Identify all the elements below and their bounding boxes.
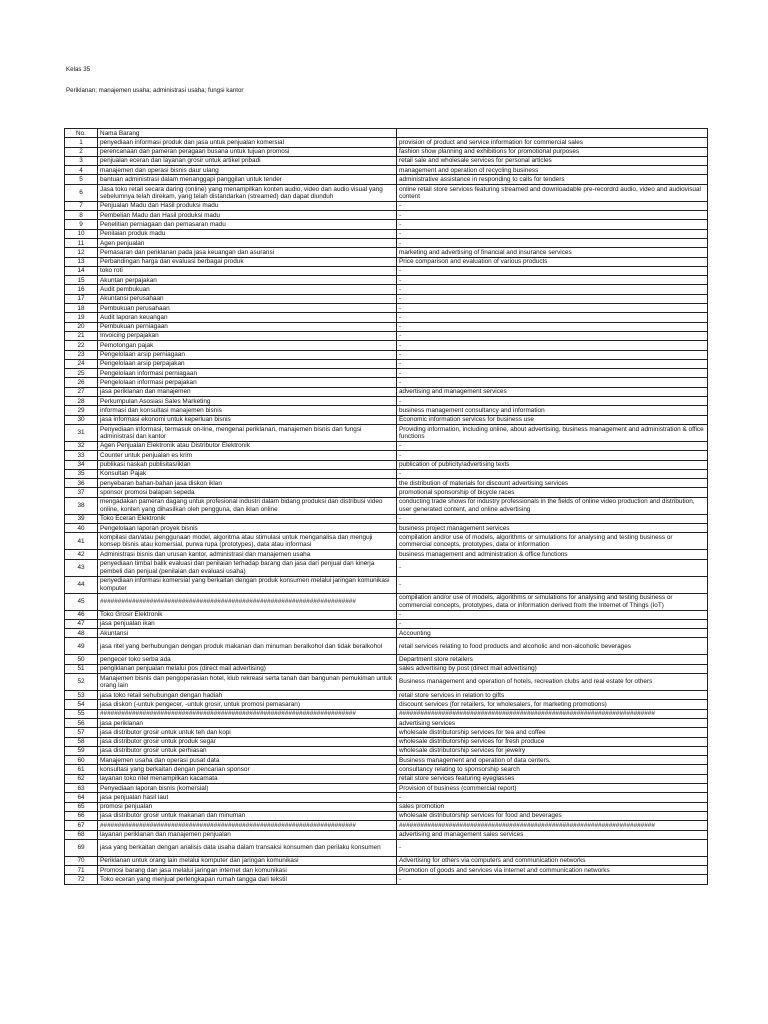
row-name-id: sponsor promosi balapan sepeda — [98, 488, 397, 497]
row-name-en: - — [397, 369, 708, 378]
row-number: 35 — [65, 469, 98, 478]
row-name-en: - — [397, 201, 708, 210]
row-number: 14 — [65, 266, 98, 275]
row-number: 25 — [65, 369, 98, 378]
table-row — [65, 619, 708, 628]
row-name-en: retail store services in relation to gifts — [397, 691, 708, 700]
row-name-id: mengadakan pameran dagang untuk profesional industri dalam bidang produksi dan distribusi video online, konten yang dihasilkan oleh pengguna, dan iklan online — [98, 497, 397, 514]
row-number: 23 — [65, 350, 98, 359]
table-row — [65, 514, 708, 523]
goods-services-table — [64, 128, 708, 885]
row-name-id: Pengelolaan informasi perniagaan — [98, 369, 397, 378]
row-name-en: compilation and/or use of models, algorithms or simulations for analysing and testing business or commercial concepts, prototypes, data or information derived from the Internet of Things (IoT) — [397, 593, 708, 610]
row-name-en: - — [397, 276, 708, 285]
row-name-id: jasa informasi ekonomi untuk keperluan bisnis — [98, 415, 397, 424]
table-row — [65, 875, 708, 884]
row-number: 29 — [65, 406, 98, 415]
table-row — [65, 156, 708, 165]
row-name-id: penyebaran bahan-bahan jasa diskon iklan — [98, 479, 397, 488]
table-row — [65, 856, 708, 865]
row-name-en: - — [397, 266, 708, 275]
row-name-en: - — [397, 451, 708, 460]
table-row — [65, 451, 708, 460]
row-name-en: Price comparison and evaluation of various products — [397, 257, 708, 266]
row-name-id: Akuntan perpajakan — [98, 276, 397, 285]
row-number: 19 — [65, 313, 98, 322]
row-name-en: business management consultancy and information — [397, 406, 708, 415]
row-name-en: Provision of business (commercial report) — [397, 784, 708, 793]
row-name-id: jasa distributor grosir untuk untuk teh dan kopi — [98, 728, 397, 737]
row-name-id: informasi dan konsultasi manajemen bisnis — [98, 406, 397, 415]
row-name-en: - — [397, 378, 708, 387]
table-row — [65, 793, 708, 802]
row-name-id: layanan periklanan dan manajemen penjualan — [98, 830, 397, 839]
row-name-en: provision of product and service information for commercial sales — [397, 138, 708, 147]
row-name-en: - — [397, 514, 708, 523]
row-number: 47 — [65, 619, 98, 628]
table-row — [65, 559, 708, 576]
row-number: 5 — [65, 175, 98, 184]
row-name-id: Audit pembukuan — [98, 285, 397, 294]
row-name-id: Penilaian produk madu — [98, 229, 397, 238]
row-name-en: management and operation of recycling business — [397, 166, 708, 175]
row-number: 2 — [65, 147, 98, 156]
table-row — [65, 709, 708, 718]
row-name-en: promotional sponsorship of bicycle races — [397, 488, 708, 497]
row-name-id: manajemen dan operasi bisnis daur ulang — [98, 166, 397, 175]
table-row — [65, 469, 708, 478]
table-row — [65, 691, 708, 700]
row-name-en: - — [397, 397, 708, 406]
table-row — [65, 424, 708, 441]
row-number: 39 — [65, 514, 98, 523]
row-name-id: jasa periklanan dan manajemen — [98, 387, 397, 396]
table-row — [65, 276, 708, 285]
row-number: 67 — [65, 821, 98, 830]
row-name-id: jasa penjualan hasil laut — [98, 793, 397, 802]
table-row — [65, 533, 708, 550]
table-row — [65, 229, 708, 238]
row-name-en: advertising services — [397, 718, 708, 727]
row-number: 42 — [65, 550, 98, 559]
row-name-en: - — [397, 341, 708, 350]
row-name-en: the distribution of materials for discount advertising services — [397, 479, 708, 488]
row-number: 59 — [65, 746, 98, 755]
row-name-id: Toko eceran yang menjual perlengkapan rumah tangga dari tekstil — [98, 875, 397, 884]
row-name-en: - — [397, 469, 708, 478]
row-name-id: Toko Grosir Elektronik — [98, 610, 397, 619]
row-name-id: jasa periklanan — [98, 718, 397, 727]
row-name-id: Agen penjualan — [98, 238, 397, 247]
row-name-id: kompilasi dan/atau penggunaan model, algoritma atau stimulasi untuk menganalisa dan menguji konsep bisnis atau komersial, purwa rupa (prototypes), data atau informasi — [98, 533, 397, 550]
row-number: 26 — [65, 378, 98, 387]
row-name-en: - — [397, 619, 708, 628]
table-row — [65, 550, 708, 559]
row-name-id: perencanaan dan pameran peragaan busana untuk tujuan promosi — [98, 147, 397, 156]
table-row — [65, 488, 708, 497]
table-row — [65, 774, 708, 783]
table-row — [65, 138, 708, 147]
row-number: 10 — [65, 229, 98, 238]
row-name-en: online retail store services featuring streamed and downloadable pre-recordrd audio, video and audiovisual content — [397, 184, 708, 201]
table-row — [65, 266, 708, 275]
table-row — [65, 700, 708, 709]
row-number: 4 — [65, 166, 98, 175]
row-name-id: Penjualan Madu dan Hasil produksi madu — [98, 201, 397, 210]
row-name-id: Manajemen bisnis dan pengoperasian hotel, klub rekreasi serta tanah dan bangunan pemukiman untuk orang lain — [98, 674, 397, 691]
row-name-en: - — [397, 304, 708, 313]
row-number: 50 — [65, 655, 98, 664]
row-name-id: Pengelolaan arsip perniagaan — [98, 350, 397, 359]
row-name-en: advertising and management sales services — [397, 830, 708, 839]
row-name-id: Konsultan Pajak — [98, 469, 397, 478]
table-row — [65, 593, 708, 610]
row-name-id: penjualan eceran dan layanan grosir untuk artikel pribadi — [98, 156, 397, 165]
row-number: 18 — [65, 304, 98, 313]
table-row — [65, 756, 708, 765]
table-row — [65, 359, 708, 368]
row-name-id: Perkumpulan Asosiasi Sales Marketing — [98, 397, 397, 406]
table-row — [65, 441, 708, 450]
row-number: 43 — [65, 559, 98, 576]
table-row — [65, 610, 708, 619]
row-name-en: - — [397, 229, 708, 238]
row-name-en: wholesale distributorship services for food and beverages — [397, 811, 708, 820]
row-number: 55 — [65, 709, 98, 718]
row-number: 21 — [65, 331, 98, 340]
table-row — [65, 674, 708, 691]
table-row — [65, 839, 708, 856]
table-row — [65, 784, 708, 793]
row-name-en: business management and administration & office functions — [397, 550, 708, 559]
row-name-id: Toko Eceran Elektronik — [98, 514, 397, 523]
row-number: 53 — [65, 691, 98, 700]
row-name-en: - — [397, 313, 708, 322]
table-row — [65, 201, 708, 210]
row-name-en: - — [397, 322, 708, 331]
row-number: 7 — [65, 201, 98, 210]
row-name-en: Department store retailers — [397, 655, 708, 664]
row-name-en: Providing information, including online, about advertising, business management and administration & office functions — [397, 424, 708, 441]
table-row — [65, 802, 708, 811]
row-name-en: business project management services — [397, 523, 708, 532]
row-name-id: jasa diskon (-untuk pengecer, -untuk grosir, untuk promosi pemasaran) — [98, 700, 397, 709]
row-number: 12 — [65, 248, 98, 257]
table-row — [65, 728, 708, 737]
col-no-header: No. — [65, 129, 98, 138]
table-row — [65, 866, 708, 875]
row-name-en: - — [397, 610, 708, 619]
row-name-en: wholesale distributorship services for jewelry — [397, 746, 708, 755]
row-number: 31 — [65, 424, 98, 441]
row-name-id: penyediaan informasi produk dan jasa untuk penjualan komersial — [98, 138, 397, 147]
row-name-id: layanan toko ritel menampilkan kacamata — [98, 774, 397, 783]
row-name-id: promosi penjualan — [98, 802, 397, 811]
row-name-en: Accounting — [397, 629, 708, 638]
table-row — [65, 460, 708, 469]
row-number: 9 — [65, 220, 98, 229]
row-name-en: conducting trade shows for industry professionals in the fields of online video production and distribution, user generated content, and online advertising — [397, 497, 708, 514]
row-name-en: retail sale and wholesale services for personal articles — [397, 156, 708, 165]
table-row — [65, 257, 708, 266]
row-name-id: Akuntansi — [98, 629, 397, 638]
row-name-en: - — [397, 220, 708, 229]
row-name-id: Invoicing perpajakan — [98, 331, 397, 340]
row-name-id: Promosi barang dan jasa melalui jaringan internet dan komunikasi — [98, 866, 397, 875]
row-number: 22 — [65, 341, 98, 350]
row-number: 33 — [65, 451, 98, 460]
row-name-id: ######################################################################## — [98, 709, 397, 718]
table-row — [65, 765, 708, 774]
row-number: 65 — [65, 802, 98, 811]
table-row — [65, 331, 708, 340]
row-name-en: retail store services featuring eyeglasses — [397, 774, 708, 783]
table-row — [65, 350, 708, 359]
table-row — [65, 220, 708, 229]
row-name-id: ######################################################################## — [98, 593, 397, 610]
row-name-id: Pengelolaan arsip perpajakan — [98, 359, 397, 368]
table-row — [65, 238, 708, 247]
row-number: 30 — [65, 415, 98, 424]
row-name-en: Business management and operation of data centers. — [397, 756, 708, 765]
row-name-id: ######################################################################## — [98, 821, 397, 830]
row-number: 40 — [65, 523, 98, 532]
row-name-id: Pemasaran dan periklanan pada jasa keuangan dan asuransi — [98, 248, 397, 257]
row-name-en: ######################################################################## — [397, 821, 708, 830]
row-name-id: Pembukuan perusahaan — [98, 304, 397, 313]
row-name-id: toko roti — [98, 266, 397, 275]
row-name-id: Audit laporan keuangan — [98, 313, 397, 322]
row-number: 52 — [65, 674, 98, 691]
table-row — [65, 737, 708, 746]
row-number: 51 — [65, 664, 98, 673]
row-number: 45 — [65, 593, 98, 610]
row-name-id: Pembelian Madu dan Hasil produksi madu — [98, 211, 397, 220]
row-name-id: Akuntansi perusahaan — [98, 294, 397, 303]
row-number: 72 — [65, 875, 98, 884]
row-name-id: jasa distributor grosir untuk produk segar — [98, 737, 397, 746]
row-name-en: - — [397, 350, 708, 359]
row-name-id: jasa ritel yang berhubungan dengan produk makanan dan minuman beralkohol dan tidak beralkohol — [98, 638, 397, 655]
row-name-id: Jasa toko retail secara daring (online) yang menampilkan konten audio, video dan audio visual yang sebelumnya telah direkam, yang telah distandarkan (streamed) dan dapat diunduh — [98, 184, 397, 201]
row-number: 44 — [65, 576, 98, 593]
row-number: 32 — [65, 441, 98, 450]
row-name-en: - — [397, 294, 708, 303]
row-number: 38 — [65, 497, 98, 514]
row-number: 63 — [65, 784, 98, 793]
row-name-id: pengiklanan penjualan melalui pos (direct mail advertising) — [98, 664, 397, 673]
table-row — [65, 406, 708, 415]
row-name-en: - — [397, 359, 708, 368]
row-number: 41 — [65, 533, 98, 550]
row-name-id: Penelitian perniagaan dan pemasaran madu — [98, 220, 397, 229]
table-row — [65, 147, 708, 156]
row-number: 58 — [65, 737, 98, 746]
table-row — [65, 497, 708, 514]
table-row — [65, 304, 708, 313]
row-name-id: Manajemen usaha dan operasi pusat data — [98, 756, 397, 765]
row-number: 28 — [65, 397, 98, 406]
row-number: 20 — [65, 322, 98, 331]
row-number: 57 — [65, 728, 98, 737]
table-row — [65, 718, 708, 727]
row-number: 24 — [65, 359, 98, 368]
table-row — [65, 397, 708, 406]
table-row — [65, 285, 708, 294]
table-row — [65, 387, 708, 396]
row-number: 70 — [65, 856, 98, 865]
row-name-en: - — [397, 331, 708, 340]
row-number: 3 — [65, 156, 98, 165]
row-number: 8 — [65, 211, 98, 220]
row-name-en: - — [397, 211, 708, 220]
row-name-en: advertising and management services — [397, 387, 708, 396]
row-number: 61 — [65, 765, 98, 774]
class-label: Kelas 35 — [66, 66, 91, 73]
row-number: 27 — [65, 387, 98, 396]
row-name-en: - — [397, 441, 708, 450]
row-name-id: Pembukuan perniagaan — [98, 322, 397, 331]
document-header — [66, 66, 243, 94]
row-name-id: publikasi naskah publisitas/iklan — [98, 460, 397, 469]
table-row — [65, 664, 708, 673]
row-name-en: consultancy relating to sponsorship search — [397, 765, 708, 774]
row-name-en: - — [397, 793, 708, 802]
row-name-en: wholesale distributorship services for tea and coffee — [397, 728, 708, 737]
row-name-id: jasa penjualan ikan — [98, 619, 397, 628]
row-number: 34 — [65, 460, 98, 469]
row-number: 11 — [65, 238, 98, 247]
table-row — [65, 821, 708, 830]
row-name-en: Advertising for others via computers and communication networks — [397, 856, 708, 865]
row-name-id: Pemotongan pajak — [98, 341, 397, 350]
table-row — [65, 248, 708, 257]
row-name-en: - — [397, 285, 708, 294]
row-number: 64 — [65, 793, 98, 802]
row-number: 48 — [65, 629, 98, 638]
row-name-id: penyediaan timbal balik evaluasi dan penilaian terhadap barang dan jasa dari penjual dan kinerja pembeli dan penjual (penilaian dan evaluasi usaha) — [98, 559, 397, 576]
row-number: 15 — [65, 276, 98, 285]
table-row — [65, 655, 708, 664]
row-name-id: konsultasi yang berkaitan dengan pencarian sponsor — [98, 765, 397, 774]
row-number: 54 — [65, 700, 98, 709]
row-name-en: - — [397, 559, 708, 576]
table-row — [65, 313, 708, 322]
row-name-en: Business management and operation of hotels, recreation clubs and real estate for others — [397, 674, 708, 691]
row-name-en: - — [397, 238, 708, 247]
row-number: 13 — [65, 257, 98, 266]
row-number: 71 — [65, 866, 98, 875]
row-name-en: retail services relating to food products and alcoholic and non-alcoholic beverages — [397, 638, 708, 655]
table-row — [65, 830, 708, 839]
row-name-id: Pengelolaan informasi perpajakan — [98, 378, 397, 387]
row-name-id: Pengelolaan laporan proyek bisnis — [98, 523, 397, 532]
row-name-en: publication of publicity/advertising texts — [397, 460, 708, 469]
row-name-en: Economic information services for business use — [397, 415, 708, 424]
col-english-header — [397, 129, 708, 138]
table-row — [65, 369, 708, 378]
row-name-id: jasa distributor grosir untuk perhiasan — [98, 746, 397, 755]
row-number: 56 — [65, 718, 98, 727]
row-number: 36 — [65, 479, 98, 488]
row-name-en: ######################################################################## — [397, 709, 708, 718]
row-name-en: marketing and advertising of financial and insurance services — [397, 248, 708, 257]
row-name-id: Penyediaan informasi, termasuk on-line, mengenai periklanan, manajemen bisnis dan fungsi administrasi dan kantor — [98, 424, 397, 441]
row-number: 37 — [65, 488, 98, 497]
row-name-en: - — [397, 576, 708, 593]
row-name-en: - — [397, 875, 708, 884]
table-row — [65, 479, 708, 488]
table-row — [65, 322, 708, 331]
row-number: 68 — [65, 830, 98, 839]
row-number: 17 — [65, 294, 98, 303]
row-name-id: Counter untuk penjualan es krim — [98, 451, 397, 460]
table-row — [65, 166, 708, 175]
row-number: 66 — [65, 811, 98, 820]
table-row — [65, 294, 708, 303]
row-name-en: administrative assistance in responding to calls for tenders — [397, 175, 708, 184]
row-number: 6 — [65, 184, 98, 201]
table-row — [65, 341, 708, 350]
table-row — [65, 184, 708, 201]
row-name-id: jasa yang berkaitan dengan analisis data usaha dalam transaksi konsumen dan perilaku konsumen — [98, 839, 397, 856]
table-row — [65, 415, 708, 424]
table-row — [65, 211, 708, 220]
table-row — [65, 378, 708, 387]
row-name-en: Promotion of goods and services via internet and communication networks — [397, 866, 708, 875]
row-number: 16 — [65, 285, 98, 294]
row-number: 62 — [65, 774, 98, 783]
row-name-id: bantuan administrasi dalam menanggapi panggilan untuk tender — [98, 175, 397, 184]
row-name-id: Periklanan untuk orang lain melalui komputer dan jaringan komunikasi — [98, 856, 397, 865]
row-number: 46 — [65, 610, 98, 619]
row-name-en: fashion show planning and exhibitions for promotional purposes — [397, 147, 708, 156]
row-name-id: Administrasi bisnis dan urusan kantor, administrasi dan manajemen usaha — [98, 550, 397, 559]
table-row — [65, 523, 708, 532]
table-header-row — [65, 129, 708, 138]
class-subtitle: Periklanan; manajemen usaha; administrasi usaha; fungsi kantor — [66, 87, 244, 94]
row-name-en: compilation and/or use of models, algorithms or simulations for analysing and testing business or commercial concepts, prototypes, data or information — [397, 533, 708, 550]
table-row — [65, 746, 708, 755]
table-row — [65, 629, 708, 638]
row-name-en: sales advertising by post (direct mail advertising) — [397, 664, 708, 673]
row-name-en: sales promotion — [397, 802, 708, 811]
table-row — [65, 175, 708, 184]
table-row — [65, 811, 708, 820]
row-name-id: penyediaan informasi komersial yang berkaitan dengan produk konsumen melalui jaringan komunikasi komputer — [98, 576, 397, 593]
table-row — [65, 576, 708, 593]
row-name-id: jasa toko retail sehubungan dengan hadiah — [98, 691, 397, 700]
row-name-id: jasa distributor grosir untuk makanan dan minuman — [98, 811, 397, 820]
row-name-id: Perbandingan harga dan evaluasi berbagai produk — [98, 257, 397, 266]
row-number: 60 — [65, 756, 98, 765]
row-name-en: - — [397, 839, 708, 856]
row-number: 69 — [65, 839, 98, 856]
row-name-en: wholesale distributorship services for fresh produce — [397, 737, 708, 746]
row-number: 1 — [65, 138, 98, 147]
row-name-id: Penyediaan laporan bisnis (komersial) — [98, 784, 397, 793]
row-number: 49 — [65, 638, 98, 655]
table-row — [65, 638, 708, 655]
row-name-en: discount services (for retailers, for wholesalers, for marketing promotions) — [397, 700, 708, 709]
col-name-header: Nama Barang — [98, 129, 397, 138]
row-name-id: pengecer toko serba ada — [98, 655, 397, 664]
row-name-id: Agen Penjualan Elektronik atau Distributor Elektronik — [98, 441, 397, 450]
